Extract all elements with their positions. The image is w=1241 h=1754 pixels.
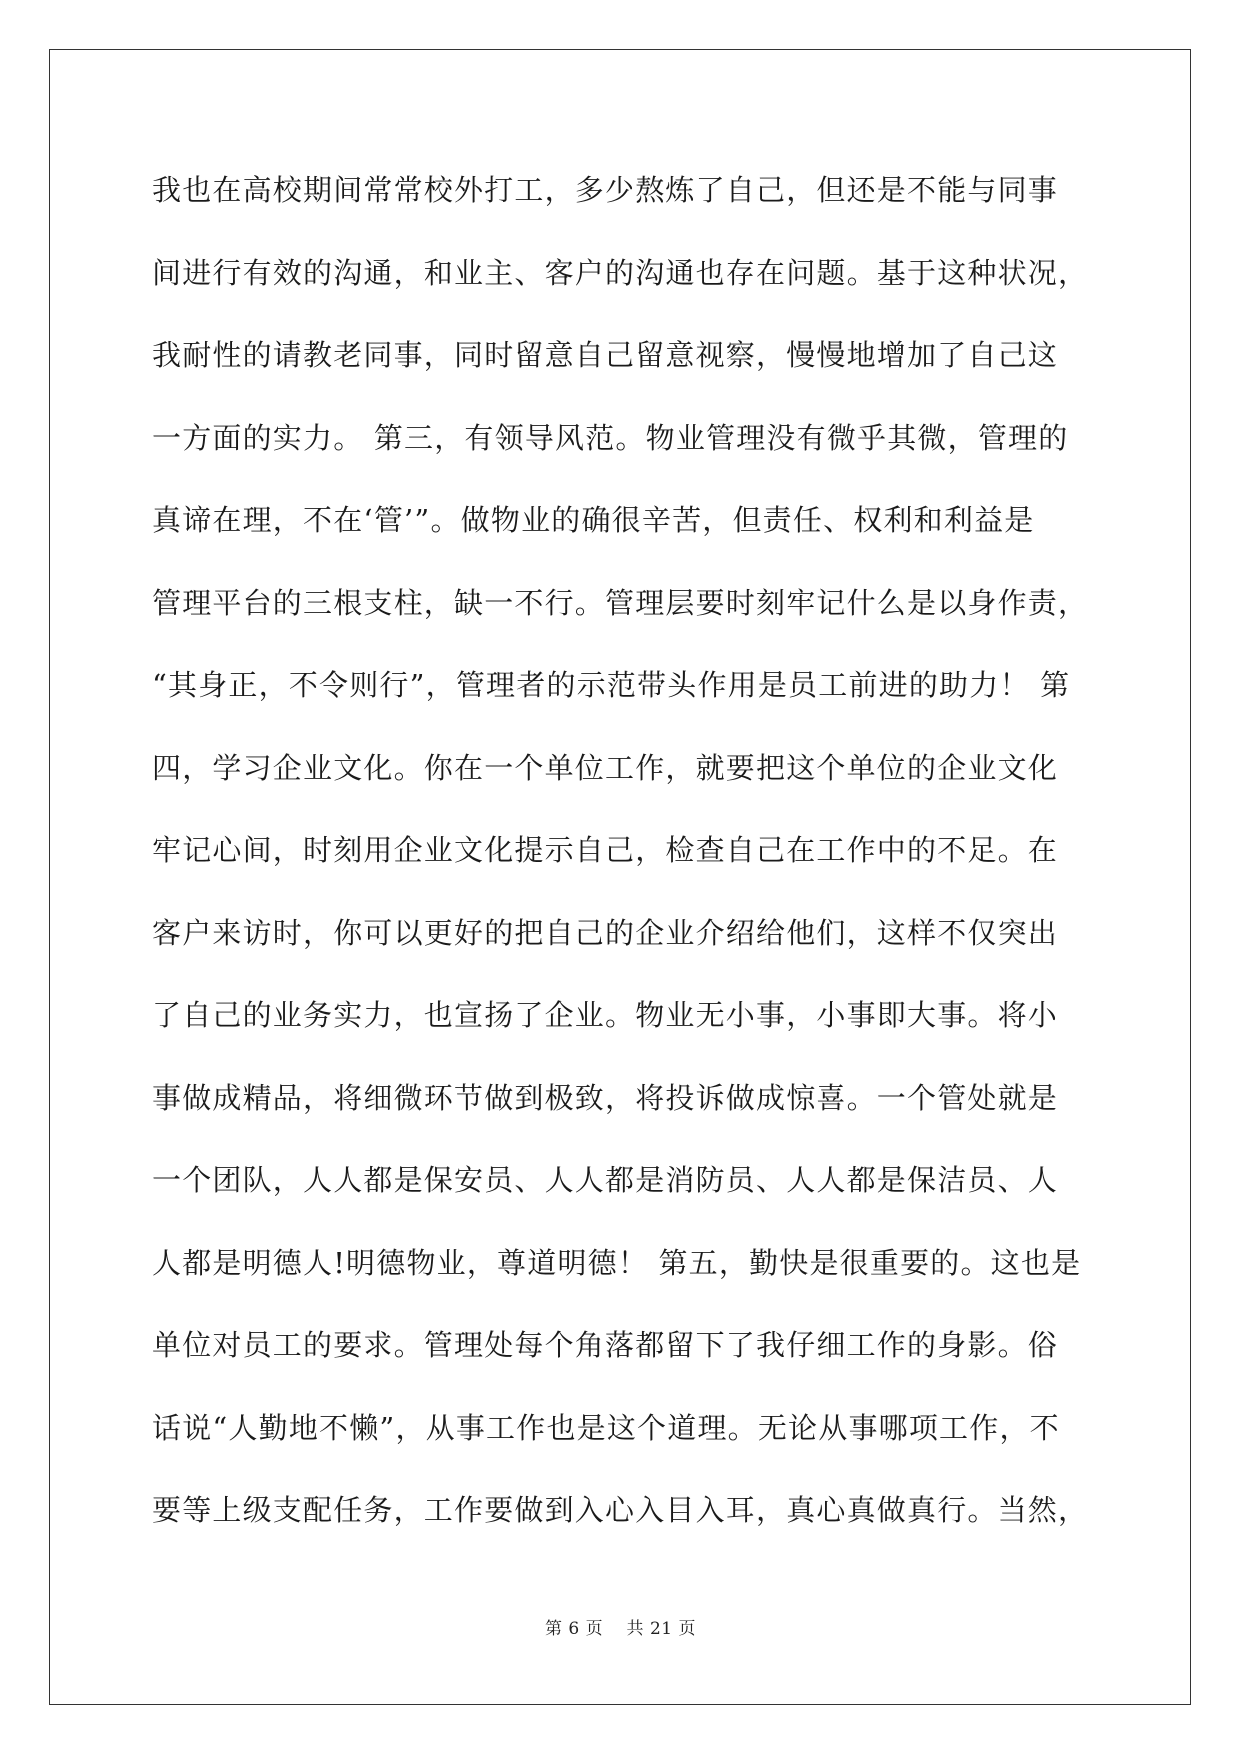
text-line: 了自己的业务实力，也宣扬了企业。物业无小事，小事即大事。将小 (152, 998, 1059, 1032)
text-line: 事做成精品，将细微环节做到极致，将投诉做成惊喜。一个管处就是 (152, 1080, 1059, 1115)
document-body (152, 160, 1092, 1563)
text-line: 我也在高校期间常常校外打工，多少熬炼了自己，但还是不能与同事 (152, 173, 1059, 207)
text-line: 一方面的实力。 第三，有领导风范。物业管理没有微乎其微，管理的 (152, 420, 1069, 455)
text-line: 管理平台的三根支柱，缺一不行。管理层要时刻牢记什么是以身作责， (152, 585, 1089, 620)
text-line: 人都是明德人!明德物业，尊道明德！ 第五，勤快是很重要的。这也是 (152, 1245, 1082, 1280)
text-line: 我耐性的请教老同事，同时留意自己留意视察，慢慢地增加了自己这 (152, 338, 1059, 372)
page-number-footer: 第 6 页 共 21 页 (545, 1619, 696, 1639)
text-line: 要等上级支配任务，工作要做到入心入目入耳，真心真做真行。当然， (152, 1493, 1089, 1527)
text-line: 牢记心间，时刻用企业文化提示自己，检查自己在工作中的不足。在 (152, 833, 1059, 867)
text-line: 单位对员工的要求。管理处每个角落都留下了我仔细工作的身影。俗 (152, 1328, 1059, 1362)
text-line: 一个团队，人人都是保安员、人人都是消防员、人人都是保洁员、人 (152, 1163, 1059, 1197)
text-line: 话说“人勤地不懒”，从事工作也是这个道理。无论从事哪项工作，不 (152, 1410, 1060, 1445)
text-line: 真谛在理，不在‘管’”。做物业的确很辛苦，但责任、权利和利益是 (152, 503, 1035, 537)
text-line: 间进行有效的沟通，和业主、客户的沟通也存在问题。基于这种状况， (152, 255, 1089, 290)
text-line: 客户来访时，你可以更好的把自己的企业介绍给他们，这样不仅突出 (152, 915, 1059, 950)
text-line: 四，学习企业文化。你在一个单位工作，就要把这个单位的企业文化 (152, 750, 1059, 785)
text-line: “其身正，不令则行”，管理者的示范带头作用是员工前进的助力！ 第 (152, 668, 1071, 702)
